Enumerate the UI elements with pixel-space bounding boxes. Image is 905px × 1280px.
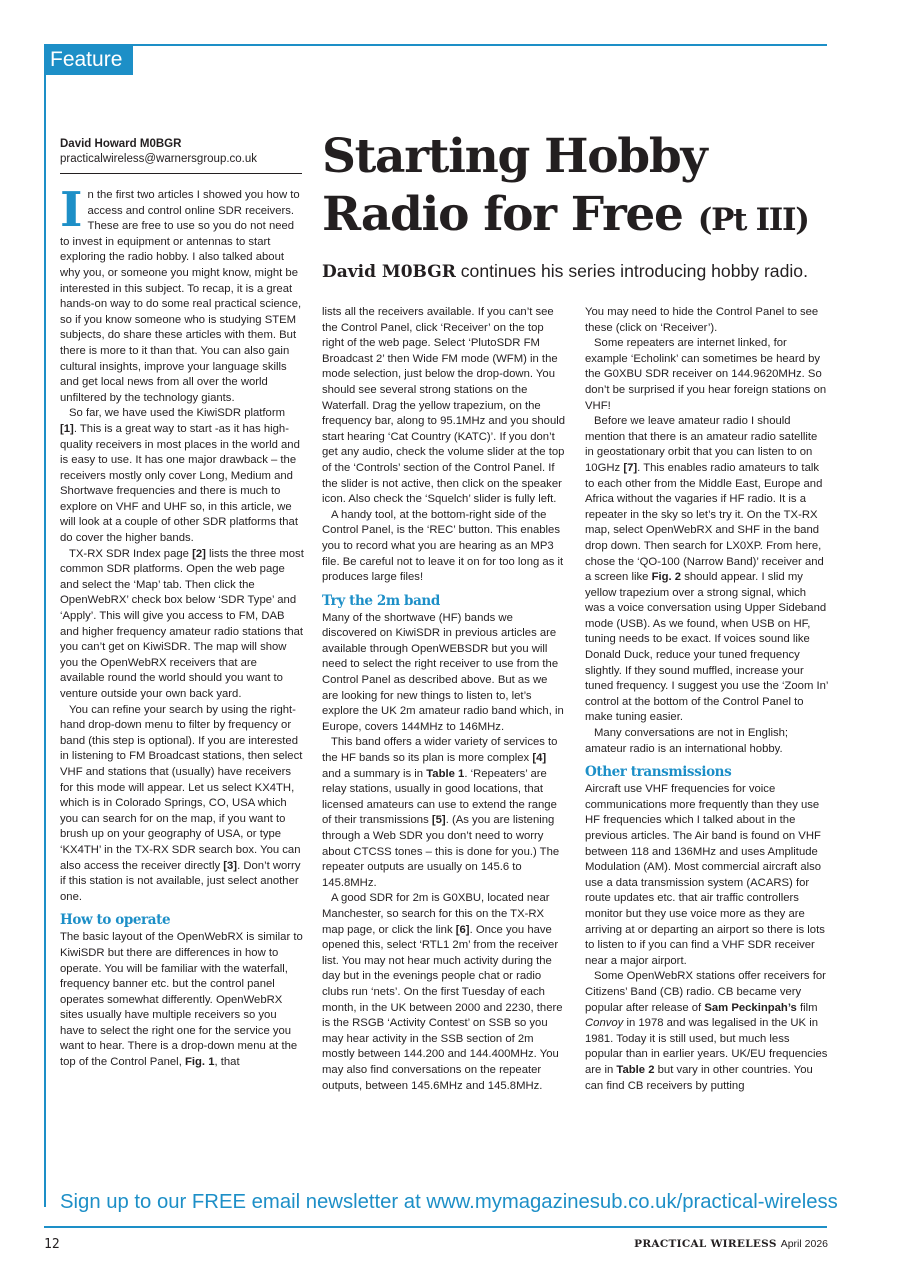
standfirst xyxy=(322,261,832,282)
title-line-1: Starting Hobby xyxy=(322,129,707,184)
figure-ref: Fig. 2 xyxy=(651,571,682,584)
magazine-name: PRACTICAL WIRELESS xyxy=(634,1238,777,1250)
article-column-3 xyxy=(585,305,829,1094)
issue-date: April 2026 xyxy=(780,1238,828,1250)
subhead: How to operate xyxy=(60,912,171,929)
paragraph: Before we leave amateur radio I should mention that there is an amateur radio satellite in geostationary orbit that you can listen to on 10GHz [7]. This enables radio amateurs to talk to each other from the Middle East, Europe and Africa without the vagaries if HF radio. It is a repeater in the sky so let’s try it. On the TX-RX map, select OpenWebRX and SHF in the band drop down. Then search for LX0XP. From here, chose the ‘QO-100 (Narrow Band)’ receiver and a screen like Fig. 2 should appear. I slid my yellow trapezium over a strong signal, which was a voice conversation using Upper Sideband mode (USB). As we found, when USB on HF, tuning needs to be exact. If voices sound like Donald Duck, reduce your tuned frequency slightly. If they sound muffled, increase your tuned frequency. I suggest you use the ‘Zoom In’ control at the bottom of the Control Panel to make tuning easier. xyxy=(585,415,829,724)
byline-email[interactable]: practicalwireless@warnersgroup.co.uk xyxy=(60,153,258,165)
table-ref: Table 1 xyxy=(426,767,465,780)
paragraph: So far, we have used the KiwiSDR platform [1]. This is a great way to start -as it has high-quality receivers in most places in the world and is easy to use. It has one major drawback – the receivers mostly only cover Long, Medium and Shortwave frequencies and there is much to explore on VHF and UHF so, in this article, we will look at a couple of other SDR platforms that do cover the higher bands. xyxy=(60,407,300,545)
paragraph: Many conversations are not in English; amateur radio is an international hobby. xyxy=(585,727,789,755)
paragraph: Aircraft use VHF frequencies for voice communications more frequently than they use HF frequencies which I talked about in the previous articles. The Air band is found on VHF between 118 and 136MHz and uses Amplitude Modulation (AM). Most commercial aircraft also use a data transmission system (ACARS) for route updates etc. that air traffic controllers monitor but they use voice more as they are arriving at or departing an airport so there is lots to listen to if you can find a VHF SDR receiver near a major airport. xyxy=(585,783,825,967)
paragraph: lists all the receivers available. If you can’t see the Control Panel, click ‘Receiver’ on the top right of the web page. Select ‘PlutoSDR FM Broadcast 2’ then Wide FM mode (WFM) in the mode selection, just below the drop-down. You should see several strong stations on the Waterfall. Drag the yellow trapezium, on the frequency bar, along to 95.1MHz and you should start hearing ‘Cat Country (KATC)’. If you don’t get any audio, check the volume slider at the top of the ‘Controls’ section of the Control Panel. If the slider is not active, then click on the speaker icon. Also check the ‘Squelch’ slider is fully left. xyxy=(322,306,566,506)
drop-cap: I xyxy=(60,182,83,238)
article-column-2 xyxy=(322,305,566,1094)
reference: [6] xyxy=(455,923,470,936)
byline-name: David Howard M0BGR xyxy=(60,138,182,150)
subhead: Other transmissions xyxy=(585,764,732,781)
paragraph: You can refine your search by using the right-hand drop-down menu to filter by frequency or band (this step is optional). If you are interested in listening to FM Broadcast stations, then select VHF and stations that (usually) have receivers for this mode will appear. Let us select KX4TH, which is in Colorado Springs, CO, USA which you can search for on the map, if you want to brush up on your geography of USA, or type ‘KX4TH’ in the TX-RX SDR search box. You can also access the receiver directly [3]. Don’t worry if this station is not available, just select another one. xyxy=(60,703,303,903)
footer-divider xyxy=(44,1226,827,1228)
reference: [7] xyxy=(623,461,638,474)
standfirst-text: continues his series introducing hobby radio. xyxy=(455,261,808,281)
reference: [2] xyxy=(192,547,206,560)
paragraph: This band offers a wider variety of services to the HF bands so its plan is more complex [4] and a summary is in Table 1. ‘Repeaters’ are relay stations, usually in good locations, that licensed amateurs can use to extend the range of their transmissions [5]. (As you are listening through a Web SDR you don’t need to worry about CTCSS tones – this is done for you.) The repeater outputs are usually on 145.6 to 145.8MHz. xyxy=(322,736,560,889)
figure-ref: Fig. 1 xyxy=(184,1056,215,1069)
page-number: 12 xyxy=(44,1237,60,1252)
reference: [3] xyxy=(223,859,238,872)
paragraph: You may need to hide the Control Panel to see these (click on ‘Receiver’). xyxy=(585,306,819,334)
paragraph: Some repeaters are internet linked, for example ‘Echolink’ can sometimes be heard by the G0XBU SDR receiver on 144.9620MHz. So don’t be surprised if you hear foreign stations on VHF! xyxy=(585,337,827,412)
paragraph: A handy tool, at the bottom-right side of the Control Panel, is the ‘REC’ button. This enables you to record what you are hearing as an MP3 file. Be careful not to leave it on for too long as it produces large files! xyxy=(322,508,564,584)
title-line-2: Radio for Free xyxy=(322,187,683,242)
footer-masthead xyxy=(634,1238,828,1250)
paragraph: Some OpenWebRX stations offer receivers for Citizens’ Band (CB) radio. CB became very popular after release of Sam Peckinpah’s film Convoy in 1978 and was legalised in the UK in 1981. Today it is still used, but much less popular than in earlier years. UK/EU frequencies are in Table 2 but vary in other countries. You can find CB receivers by putting xyxy=(585,970,828,1092)
title-part: (Pt III) xyxy=(697,202,809,238)
article-title xyxy=(322,128,842,249)
article-column-1 xyxy=(60,182,304,1071)
table-ref: Table 2 xyxy=(616,1063,655,1076)
paragraph: TX-RX SDR Index page [2] lists the three most common SDR platforms. Open the web page and select the ‘Map’ tab. Then click the OpenWebRX’ check box below ‘SDR Type’ and ‘Apply’. This will give you access to FM, DAB and higher frequency amateur radio stations that you can’t get on KiwiSDR. The map will show you the OpenWebRX receivers that are available round the world should you want to venture outside your own back yard. xyxy=(60,547,304,700)
paragraph: A good SDR for 2m is G0XBU, located near Manchester, so search for this on the TX-RX map page, or click the link [6]. Once you have opened this, select ‘RTL1 2m’ from the receiver list. You may not hear much activity during the day but in the evenings people chat or radio clubs run ‘nets’. On the first Tuesday of each month, in the UK between 2000 and 2230, there is the RSGB ‘Activity Contest’ on SSB so you may hear activity in the SSB section of 2m mostly between 144.200 and 144.400MHz. You may also find conversations on the repeater outputs, between 145.6MHz and 145.8MHz. xyxy=(322,892,563,1092)
reference: [4] xyxy=(532,752,547,765)
standfirst-author: David M0BGR xyxy=(322,262,456,282)
byline-divider xyxy=(60,173,302,174)
paragraph: In the first two articles I showed you how to access and control online SDR receivers. These are free to use so you do not need to invest in equipment or antennas to start exploring the radio hobby. I also talked about why you, or someone you might know, might be interested in this subject. To recap, it is a great hands-on way to do some real practical science, so if you know someone who is studying STEM subjects, do share these articles with them. But there is more to it than that. You can also gain cultural insights, improve your language skills and get local news from all over the world unfiltered by the technology giants. xyxy=(60,182,302,404)
newsletter-banner[interactable]: Sign up to our FREE email newsletter at www.mymagazinesub.co.uk/practical-wireless xyxy=(60,1191,838,1213)
reference: [5] xyxy=(431,814,446,827)
reference: [1] xyxy=(60,422,74,435)
section-tab: Feature xyxy=(44,44,133,75)
subhead: Try the 2m band xyxy=(322,592,440,609)
paragraph: The basic layout of the OpenWebRX is similar to KiwiSDR but there are differences in how to operate. You will be familiar with the waterfall, frequency banner etc. but the control panel operates somewhat differently. OpenWebRX sites usually have multiple receivers so you have to select the right one for the service you want to hear. There is a drop-down menu at the top of the Control Panel, Fig. 1, that xyxy=(60,931,303,1069)
paragraph: Many of the shortwave (HF) bands we discovered on KiwiSDR in previous articles are available through OpenWEBSDR but you will need to select the right receiver to use from the Control Panel as described above. But as we are looking for new things to listen to, let’s explore the UK 2m amateur radio band which, in Europe, covers 144MHz to 146MHz. xyxy=(322,611,564,733)
